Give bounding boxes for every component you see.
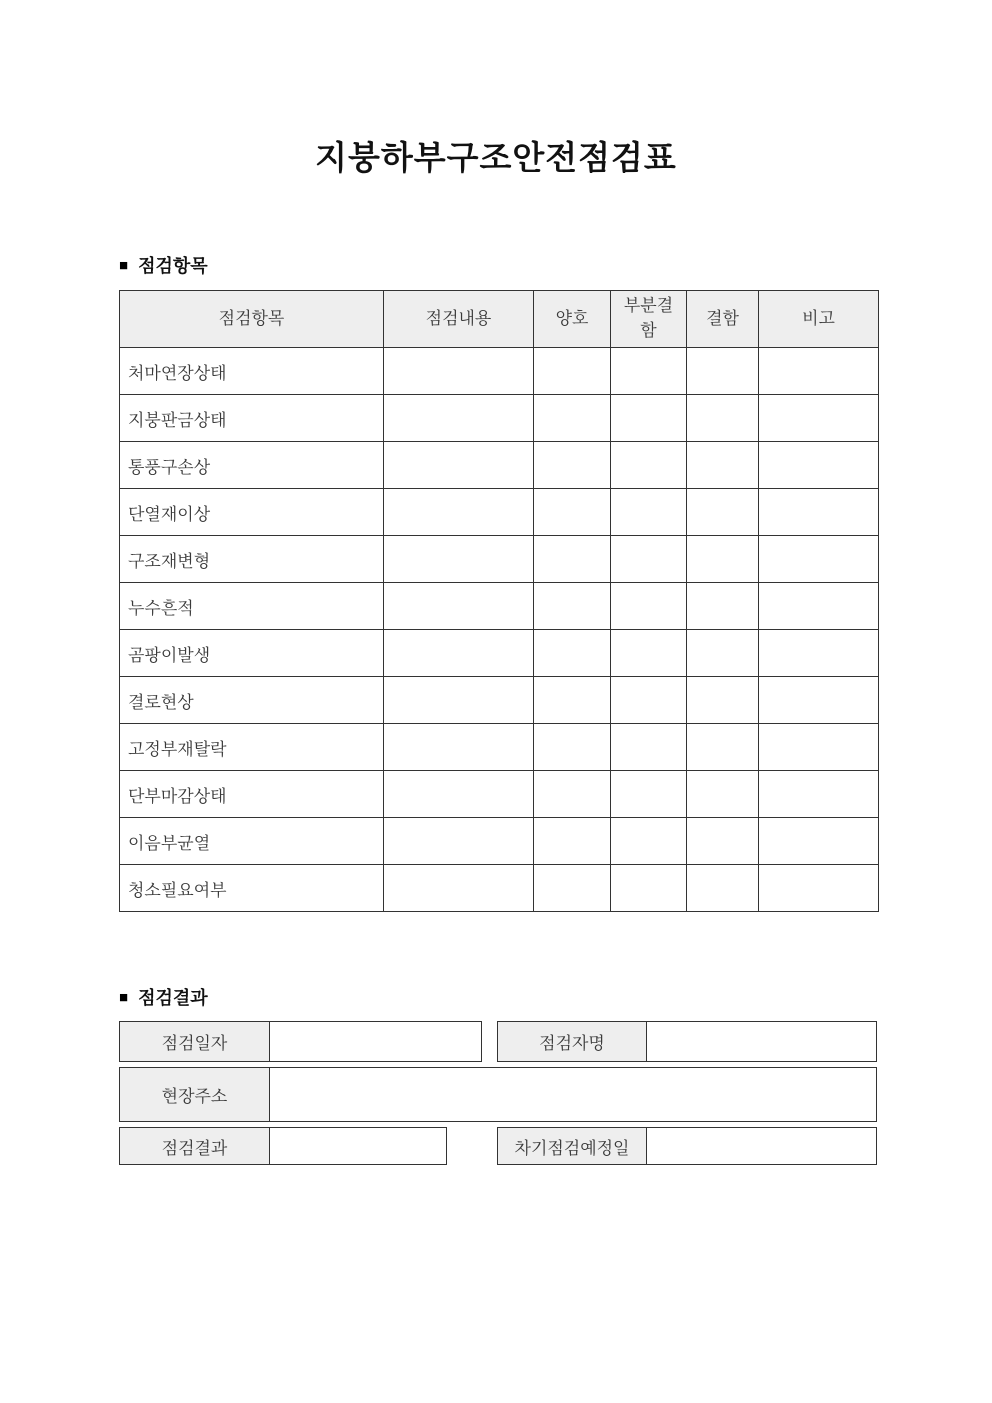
note-cell[interactable]: [759, 489, 879, 536]
table-header-row: [120, 291, 879, 348]
defect-cell[interactable]: [687, 395, 759, 442]
inspector-name-label: 점검자명: [497, 1021, 647, 1062]
inspector-name-field[interactable]: [646, 1021, 877, 1062]
good-cell[interactable]: [534, 771, 611, 818]
content-cell[interactable]: [384, 677, 534, 724]
table-row: [120, 818, 879, 865]
defect-cell[interactable]: [687, 677, 759, 724]
note-cell[interactable]: [759, 771, 879, 818]
good-cell[interactable]: [534, 395, 611, 442]
partial-defect-cell[interactable]: [611, 395, 687, 442]
partial-defect-cell[interactable]: [611, 489, 687, 536]
item-label: 처마연장상태: [120, 348, 384, 395]
good-cell[interactable]: [534, 724, 611, 771]
section-heading-inspection-items: [119, 252, 208, 278]
content-cell[interactable]: [384, 865, 534, 912]
content-cell[interactable]: [384, 536, 534, 583]
defect-cell[interactable]: [687, 724, 759, 771]
item-label: 단부마감상태: [120, 771, 384, 818]
next-inspection-date-field[interactable]: [646, 1127, 877, 1165]
partial-defect-cell[interactable]: [611, 348, 687, 395]
defect-cell[interactable]: [687, 771, 759, 818]
defect-cell[interactable]: [687, 348, 759, 395]
content-cell[interactable]: [384, 771, 534, 818]
content-cell[interactable]: [384, 583, 534, 630]
content-cell[interactable]: [384, 442, 534, 489]
item-label: 청소필요여부: [120, 865, 384, 912]
defect-cell[interactable]: [687, 536, 759, 583]
column-header-note: 비고: [759, 291, 879, 348]
table-row: [120, 771, 879, 818]
table-row: [120, 630, 879, 677]
partial-defect-cell[interactable]: [611, 724, 687, 771]
good-cell[interactable]: [534, 536, 611, 583]
item-label: 단열재이상: [120, 489, 384, 536]
table-row: [120, 489, 879, 536]
note-cell[interactable]: [759, 865, 879, 912]
table-row: [120, 348, 879, 395]
page-title: 지붕하부구조안전점검표: [315, 139, 677, 176]
partial-defect-cell[interactable]: [611, 865, 687, 912]
item-label: 고정부재탈락: [120, 724, 384, 771]
item-label: 곰팡이발생: [120, 630, 384, 677]
good-cell[interactable]: [534, 583, 611, 630]
square-bullet-icon: ■: [119, 256, 129, 274]
note-cell[interactable]: [759, 724, 879, 771]
item-label: 누수흔적: [120, 583, 384, 630]
section-heading-inspection-results: [119, 984, 208, 1010]
result-row-result-next-date: [119, 1127, 877, 1165]
note-cell[interactable]: [759, 348, 879, 395]
inspection-result-label: 점검결과: [119, 1127, 270, 1165]
inspection-items-table: [119, 290, 879, 912]
note-cell[interactable]: [759, 677, 879, 724]
table-row: [120, 536, 879, 583]
partial-defect-cell[interactable]: [611, 583, 687, 630]
section-heading-label: 점검항목: [138, 256, 208, 276]
column-header-content: 점검내용: [384, 291, 534, 348]
partial-defect-cell[interactable]: [611, 818, 687, 865]
note-cell[interactable]: [759, 395, 879, 442]
good-cell[interactable]: [534, 818, 611, 865]
cell-gap: [482, 1021, 497, 1062]
note-cell[interactable]: [759, 583, 879, 630]
column-header-item: 점검항목: [120, 291, 384, 348]
result-row-site-address: [119, 1067, 877, 1122]
site-address-label: 현장주소: [119, 1067, 270, 1122]
inspection-result-field[interactable]: [269, 1127, 447, 1165]
good-cell[interactable]: [534, 442, 611, 489]
item-label: 이음부균열: [120, 818, 384, 865]
content-cell[interactable]: [384, 395, 534, 442]
defect-cell[interactable]: [687, 865, 759, 912]
good-cell[interactable]: [534, 677, 611, 724]
good-cell[interactable]: [534, 489, 611, 536]
content-cell[interactable]: [384, 489, 534, 536]
table-row: [120, 677, 879, 724]
item-label: 지붕판금상태: [120, 395, 384, 442]
table-row: [120, 583, 879, 630]
partial-defect-cell[interactable]: [611, 442, 687, 489]
good-cell[interactable]: [534, 865, 611, 912]
note-cell[interactable]: [759, 442, 879, 489]
table-row: [120, 442, 879, 489]
note-cell[interactable]: [759, 818, 879, 865]
inspection-date-label: 점검일자: [119, 1021, 270, 1062]
good-cell[interactable]: [534, 348, 611, 395]
defect-cell[interactable]: [687, 818, 759, 865]
partial-defect-cell[interactable]: [611, 677, 687, 724]
item-label: 통풍구손상: [120, 442, 384, 489]
partial-defect-cell[interactable]: [611, 630, 687, 677]
defect-cell[interactable]: [687, 442, 759, 489]
column-header-defect: 결함: [687, 291, 759, 348]
next-inspection-date-label: 차기점검예정일: [497, 1127, 647, 1165]
inspection-date-field[interactable]: [269, 1021, 482, 1062]
inspection-result-table: [119, 1021, 877, 1165]
content-cell[interactable]: [384, 724, 534, 771]
good-cell[interactable]: [534, 630, 611, 677]
partial-defect-cell[interactable]: [611, 771, 687, 818]
note-cell[interactable]: [759, 536, 879, 583]
content-cell[interactable]: [384, 630, 534, 677]
item-label: 구조재변형: [120, 536, 384, 583]
cell-gap: [447, 1127, 497, 1165]
item-label: 결로현상: [120, 677, 384, 724]
table-row: [120, 865, 879, 912]
column-header-partial-defect: 부분결함: [611, 291, 687, 348]
table-row: [120, 724, 879, 771]
defect-cell[interactable]: [687, 489, 759, 536]
column-header-good: 양호: [534, 291, 611, 348]
result-row-date-inspector: [119, 1021, 877, 1062]
defect-cell[interactable]: [687, 630, 759, 677]
partial-defect-cell[interactable]: [611, 536, 687, 583]
table-row: [120, 395, 879, 442]
square-bullet-icon: ■: [119, 988, 129, 1006]
section-heading-label: 점검결과: [138, 988, 208, 1008]
site-address-field[interactable]: [269, 1067, 877, 1122]
content-cell[interactable]: [384, 818, 534, 865]
content-cell[interactable]: [384, 348, 534, 395]
note-cell[interactable]: [759, 630, 879, 677]
defect-cell[interactable]: [687, 583, 759, 630]
